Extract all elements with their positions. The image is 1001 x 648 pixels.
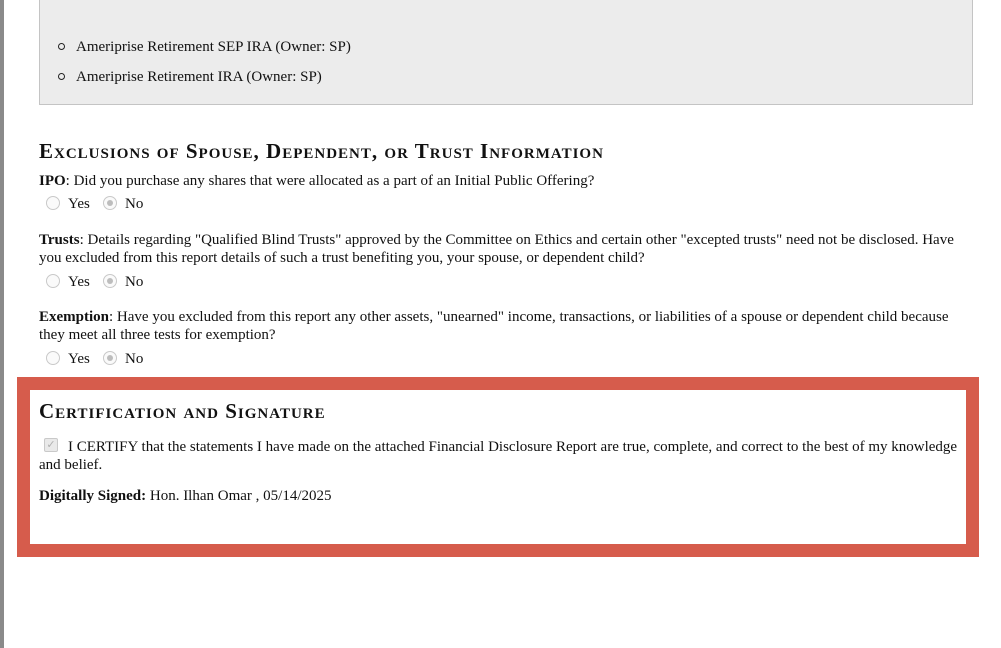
exemption-yes-radio[interactable] — [46, 351, 60, 365]
account-name: Ameriprise Retirement SEP IRA (Owner: SP) — [76, 39, 351, 55]
trusts-question — [39, 231, 974, 267]
certification-section-title: Certification and Signature — [39, 399, 326, 423]
accounts-list-box — [39, 0, 973, 105]
trusts-no-label: No — [125, 274, 144, 290]
trusts-yes-label: Yes — [68, 274, 90, 290]
trusts-no-radio[interactable] — [103, 274, 117, 288]
ipo-yes-label: Yes — [68, 196, 90, 212]
certify-checkbox[interactable] — [44, 438, 58, 452]
signature-separator: , — [255, 488, 260, 504]
trusts-question-text: : Details regarding "Qualified Blind Trusts" approved by the Committee on Ethics and certain other "excepted trusts" need not be disclosed. Have you excluded from this report details of such a trust benefiting you, your spouse, or dependent child? — [39, 232, 954, 266]
certification-statement: I CERTIFY that the statements I have made on the attached Financial Disclosure Report are true, complete, and correct to the best of my knowledge and belief. — [39, 439, 958, 473]
trusts-label: Trusts — [39, 232, 80, 248]
bullet-icon — [58, 43, 65, 50]
list-item — [76, 38, 351, 56]
exemption-question — [39, 308, 974, 344]
exemption-no-label: No — [125, 351, 144, 367]
digital-signature-line — [39, 487, 332, 505]
trusts-yes-radio[interactable] — [46, 274, 60, 288]
exclusions-section-title: Exclusions of Spouse, Dependent, or Trust Information — [39, 139, 604, 163]
ipo-no-label: No — [125, 196, 144, 212]
checkmark-icon: ✓ — [46, 438, 56, 451]
digitally-signed-label: Digitally Signed: — [39, 488, 147, 504]
page-left-edge — [0, 0, 4, 648]
ipo-yes-radio[interactable] — [46, 196, 60, 210]
exemption-no-radio[interactable] — [103, 351, 117, 365]
list-item — [76, 68, 322, 86]
ipo-question-text: : Did you purchase any shares that were allocated as a part of an Initial Public Offering? — [65, 173, 595, 189]
exemption-label: Exemption — [39, 309, 110, 325]
signer-name: Hon. Ilhan Omar — [149, 488, 252, 504]
ipo-no-radio[interactable] — [103, 196, 117, 210]
account-name: Ameriprise Retirement IRA (Owner: SP) — [76, 69, 322, 85]
signature-date: 05/14/2025 — [263, 488, 332, 504]
exemption-question-text: : Have you excluded from this report any other assets, "unearned" income, transactions, or liabilities of a spouse or dependent child because they meet all three tests for exemption? — [39, 309, 949, 343]
ipo-question — [39, 172, 974, 190]
exemption-yes-label: Yes — [68, 351, 90, 367]
ipo-label: IPO — [39, 173, 66, 189]
bullet-icon — [58, 73, 65, 80]
